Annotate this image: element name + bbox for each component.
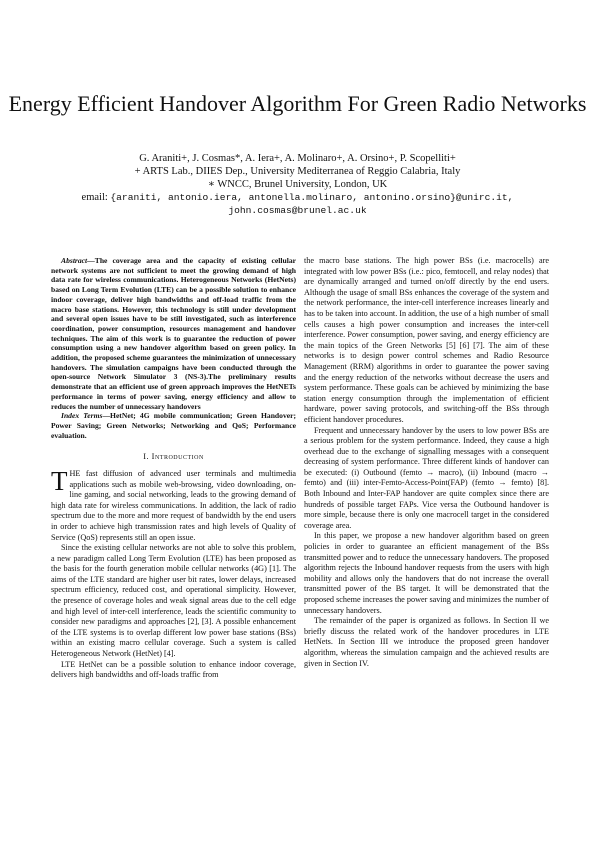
intro-paragraph-1-text: HE fast diffusion of advanced user terminals and multimedia applications such as mobile web-browsing, video downloading, on-line gaming, and social networking, leads to the growing demand of high data rate for wireless communications. In addition, the lack of radio spectrum due to the more and more request of bandwidth by the end users in order to achieve high transmission rates and high levels of Quality of Service (QoS) represents still an open issue. — [51, 468, 296, 542]
abstract-text: —The coverage area and the capacity of existing cellular network systems are not sufficient to meet the growing demand of high data rate for wireless communications. Heterogeneous Networks (HetNets) based on Long Term Evolution (LTE) can be a possible solution to enhance indoor coverage, deliver high bandwidths and off-load traffic from the macro base stations. However, this technology is still under development and several open issues have to be still investigated, such as interference coordination, power consumption, resources management and handover techniques. The aim of this work is to guarantee the reduction of power consumption using a new handover algorithm based on green policy. In addition, the proposed scheme guarantees the minimization of unnecessary handovers. The simulation campaigns have been conducted through the open-source Network Simulator 3 (NS-3).The preliminary results demonstrate that an efficient use of green approach improves the HetNETs performance in terms of power saving, energy efficiency and allow to reduces the number of unnecessary handovers — [51, 256, 296, 411]
body-paragraph-3: In this paper, we propose a new handover algorithm based on green policies in order to guarantee an efficient management of the BSs transmitted power and to reduce the unnecessary handovers. The proposed algorithm rejects the Inbound handover requests from the users with high mobility and allows only the handovers that do not increase the overall transmitted power of the BS target. It will be demonstrated that the proposed scheme increases the power saving and minimizes the number of unnecessary handovers. — [304, 531, 549, 615]
body-paragraph-1: the macro base stations. The high power BSs (i.e. macrocells) are integrated with low power BSs (i.e.: pico, femtocell, and relay nodes) that are dynamically arranged and turned on/off directly by the end users. Although the usage of small BSs enhances the coverage of the system and the network performance, the inter-cell interference increases linearly and has to be taken into account. In addition, the use of a high number of small cells causes a high power consumption and increases the inter-cell interference. Power consumption, power saving, and energy efficiency are the main topics of the Green Networks [5] [6] [7]. The aim of these networks is to design power control schemes and Radio Resource Management (RRM) algorithms in order to guarantee the power saving and the energy reduction of the networks without decrease the users and system performance. These goals can be achieved by minimizing the base station energy consumption through the implementation of efficient hardware, power saving protocols, and switching-off the BSs through efficient handover procedures. — [304, 256, 549, 424]
intro-paragraph-3: LTE HetNet can be a possible solution to enhance indoor coverage, delivers high bandwidths and off-loads traffic from — [51, 659, 296, 680]
abstract-label: Abstract — [61, 256, 88, 265]
right-column — [304, 256, 549, 669]
email-label: email: — [81, 192, 111, 203]
body-paragraph-4: The remainder of the paper is organized as follows. In Section II we briefly discuss the related work of the handover procedures in LTE HetNets. In Section III we introduce the proposed green handover algorithm, whereas the simulation campaign and the achieved results are given in Section IV. — [304, 616, 549, 668]
index-terms — [51, 411, 296, 440]
abstract — [51, 256, 296, 411]
email-line — [0, 191, 595, 204]
index-terms-text: —HetNet; 4G mobile communication; Green Handover; Power Saving; Green Networks; Networking and QoS; Performance evaluation. — [51, 411, 297, 440]
paper-title: Energy Efficient Handover Algorithm For Green Radio Networks — [8, 91, 587, 116]
section-heading-introduction: I. Introduction — [143, 452, 204, 462]
index-terms-label: Index Terms — [61, 411, 103, 421]
email-brunel: john.cosmas@brunel.ac.uk — [228, 205, 367, 216]
body-paragraph-2: Frequent and unnecessary handover by the users to low power BSs are a serious problem for the system performance. Indeed, they cause a high overhead due to the exchange of signalling messages with a consequent decreasing of system performance. Three different kinds of handover can be executed: (i) Outbound (femto → macro), (ii) Inbound (macro → femto) and (iii) inter-Femto-Access-Point(FAP) (femto → femto) [8]. Both Inbound and Inter-FAP handover are quite complex since there are hundreds of possible target FAPs. Vice versa the Outbound handover is more simple, because there is only one macrocell target in the considered coverage area. — [304, 425, 549, 530]
email-unirc: {araniti, antonio.iera, antonella.molinaro, antonino.orsino}@unirc.it, — [110, 192, 514, 203]
affiliation-wncc: ∗ WNCC, Brunel University, London, UK — [207, 179, 388, 190]
intro-paragraph-1 — [51, 465, 296, 543]
affiliation-arts-lab: + ARTS Lab., DIIES Dep., University Mediterranea of Reggio Calabria, Italy — [134, 166, 461, 177]
left-column — [51, 256, 296, 681]
drop-cap: T — [51, 465, 68, 496]
intro-paragraph-2: Since the existing cellular networks are not able to solve this problem, a new paradigm called Long Term Evolution (LTE) has been proposed as the basis for the fourth generation mobile cellular networks (4G) [1]. The aims of the LTE standard are higher user bit rates, lower delays, increased spectrum efficiency, reduced cost, and operational simplicity. However, the presence of coverage holes and weak signal areas due to the cell edge and high level of inter-cell interference, leads the scientific community to consider new paradigms and approaches [2], [3]. A possible enhancement of the LTE systems is to overlap different low power base stations (BSs) within an existing macro cellular coverage. Such a system is called Heterogeneous Network (HetNet) [4]. — [51, 543, 296, 659]
author-block — [0, 152, 595, 217]
authors-line: G. Araniti+, J. Cosmas*, A. Iera+, A. Molinaro+, A. Orsino+, P. Scopelliti+ — [139, 153, 456, 164]
